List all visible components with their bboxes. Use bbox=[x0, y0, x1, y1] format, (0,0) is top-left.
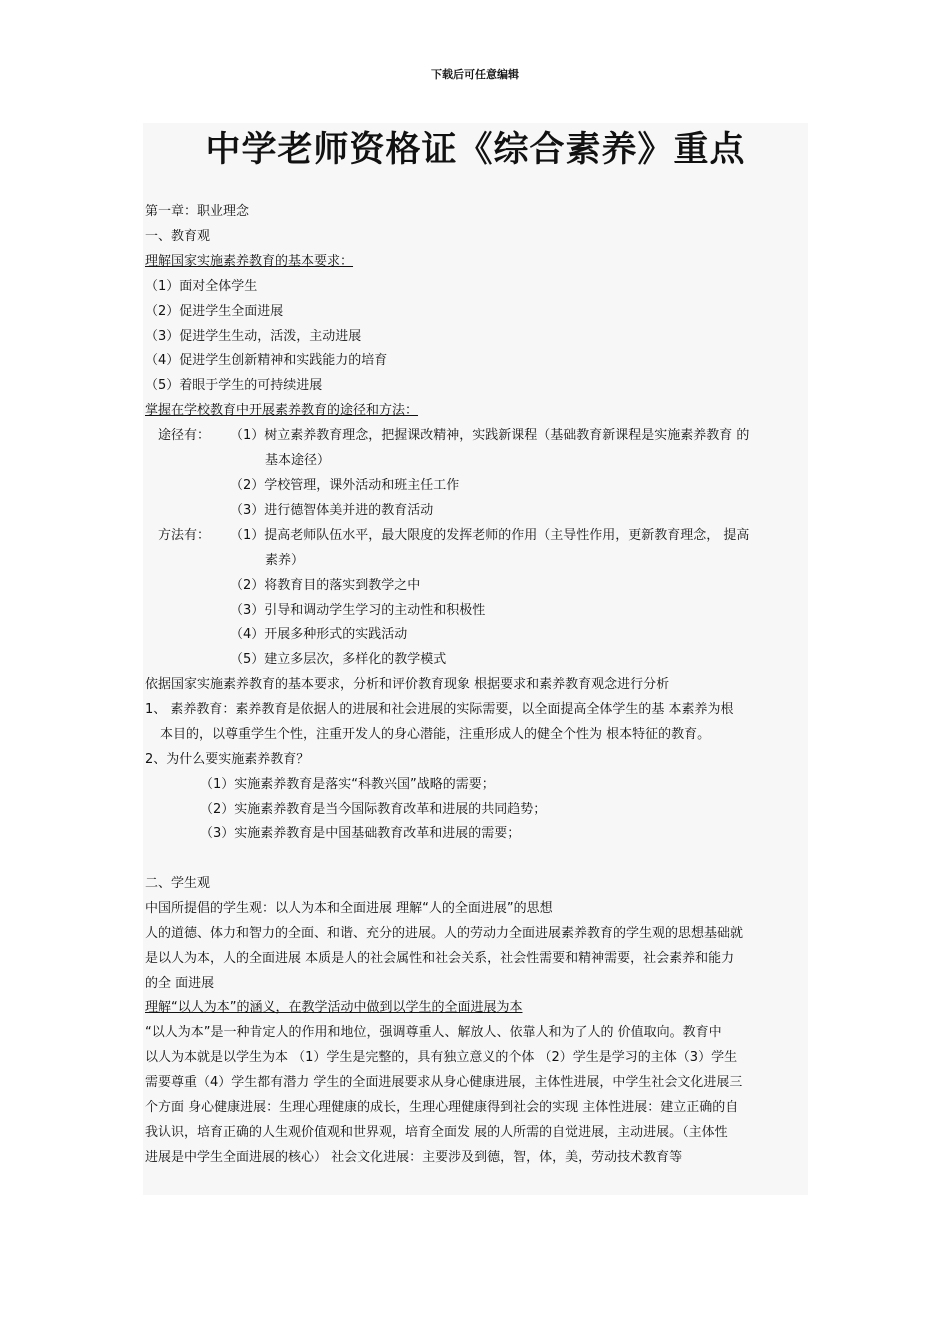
list-item: （4）促进学生创新精神和实践能力的培育 bbox=[145, 353, 388, 368]
paragraph-line: “以人为本”是一种肯定人的作用和地位，强调尊重人、解放人、依靠人和为了人的 价值取向。教育中 bbox=[145, 1025, 722, 1040]
list-item: （1）树立素养教育理念，把握课改精神，实践新课程（基础教育新课程是实施素养教育 的 bbox=[230, 428, 750, 443]
section-heading: 一、教育观 bbox=[145, 229, 211, 244]
list-item: （1）提高老师队伍水平，最大限度的发挥老师的作用（主导性作用，更新教育理念， 提高 bbox=[230, 528, 750, 543]
label: 途径有： bbox=[158, 428, 211, 443]
paragraph-line: 的全 面进展 bbox=[145, 976, 215, 991]
paragraph-line: 需要尊重（4）学生都有潜力 学生的全面进展要求从身心健康进展，主体性进展，中学生社会文化进展三 bbox=[145, 1075, 743, 1090]
paragraph-line: 2、为什么要实施素养教育？ bbox=[145, 752, 310, 767]
list-item: （3）实施素养教育是中国基础教育改革和进展的需要； bbox=[200, 826, 521, 841]
list-item: （2）实施素养教育是当今国际教育改革和进展的共同趋势； bbox=[200, 802, 547, 817]
paragraph-line: 是以人为本，人的全面进展 本质是人的社会属性和社会关系，社会性需要和精神需要，社会素养和能力 bbox=[145, 951, 735, 966]
header-note: 下载后可任意编辑 bbox=[431, 68, 519, 81]
paragraph-line: 我认识，培育正确的人生观价值观和世界观，培育全面发 展的人所需的自觉进展，主动进展。（主体性 bbox=[145, 1125, 728, 1140]
paragraph-line: 依据国家实施素养教育的基本要求，分析和评价教育现象 根据要求和素养教育观念进行分析 bbox=[145, 677, 670, 692]
paragraph-line: 中国所提倡的学生观：以人为本和全面进展 理解“人的全面进展”的思想 bbox=[145, 901, 553, 916]
list-item: （4）开展多种形式的实践活动 bbox=[230, 627, 408, 642]
paragraph-line: 本目的，以尊重学生个性，注重开发人的身心潜能，注重形成人的健全个性为 根本特征的教育。 bbox=[160, 727, 711, 742]
label: 方法有： bbox=[158, 528, 211, 543]
underlined-heading: 理解“以人为本”的涵义，在教学活动中做到以学生的全面进展为本 bbox=[145, 1000, 523, 1015]
underlined-heading: 理解国家实施素养教育的基本要求： bbox=[145, 254, 354, 269]
document-title: 中学老师资格证《综合素养》重点 bbox=[205, 129, 746, 170]
list-item: （2）学校管理，课外活动和班主任工作 bbox=[230, 478, 460, 493]
list-item: （3）引导和调动学生学习的主动性和积极性 bbox=[230, 603, 486, 618]
list-item: （5）着眼于学生的可持续进展 bbox=[145, 378, 323, 393]
list-item: （1）实施素养教育是落实“科教兴国”战略的需要； bbox=[200, 777, 495, 792]
underlined-heading: 掌握在学校教育中开展素养教育的途径和方法： bbox=[145, 403, 419, 418]
list-item: （3）促进学生生动，活泼，主动进展 bbox=[145, 329, 362, 344]
list-item: （5）建立多层次，多样化的教学模式 bbox=[230, 652, 447, 667]
paragraph-line: 以人为本就是以学生为本 （1）学生是完整的，具有独立意义的个体 （2）学生是学习的主体（3）学生 bbox=[145, 1050, 738, 1065]
section-heading: 二、学生观 bbox=[145, 876, 211, 891]
list-item: （2）将教育目的落实到教学之中 bbox=[230, 578, 421, 593]
list-item: （2）促进学生全面进展 bbox=[145, 304, 284, 319]
paragraph-line: 人的道德、体力和智力的全面、和谐、充分的进展。人的劳动力全面进展素养教育的学生观的思想基础就 bbox=[145, 926, 744, 941]
list-item: （1）面对全体学生 bbox=[145, 279, 258, 294]
list-item-continuation: 素养） bbox=[265, 553, 305, 568]
chapter-heading: 第一章：职业理念 bbox=[145, 204, 250, 219]
paragraph-line: 1、 素养教育：素养教育是依据人的进展和社会进展的实际需要，以全面提高全体学生的基 本素养为根 bbox=[145, 702, 734, 717]
paragraph-line: 进展是中学生全面进展的核心） 社会文化进展：主要涉及到德，智，体，美，劳动技术教育等 bbox=[145, 1150, 683, 1165]
paragraph-line: 个方面 身心健康进展：生理心理健康的成长，生理心理健康得到社会的实现 主体性进展：建立正确的自 bbox=[145, 1100, 739, 1115]
list-item: （3）进行德智体美并进的教育活动 bbox=[230, 503, 434, 518]
list-item-continuation: 基本途径） bbox=[265, 453, 331, 468]
